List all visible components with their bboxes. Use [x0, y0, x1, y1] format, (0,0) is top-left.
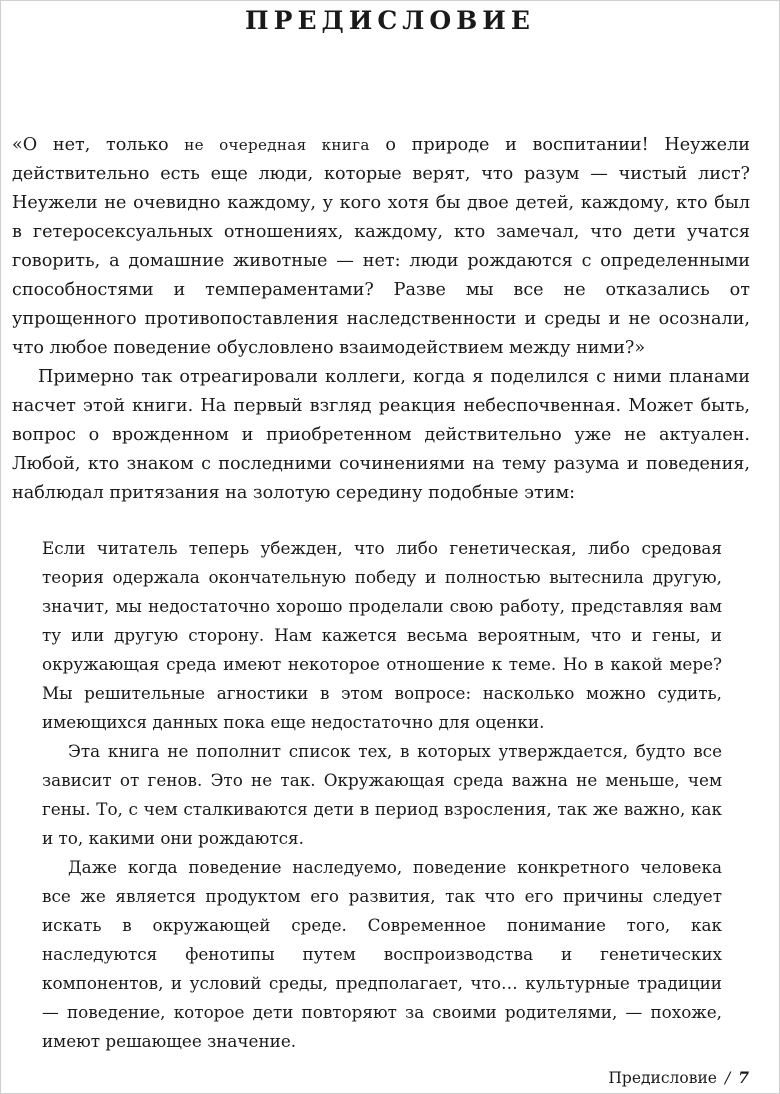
quote-paragraph-2: Эта книга не пополнит список тех, в которых утверждается, будто все зависит от генов. Это не так. Окружающая среда важна не меньше, чем гены. То, с чем сталкиваются дети в период взросления, так же важно, как и то, какими они рождаются. — [42, 741, 722, 848]
intro-rest: о природе и воспитании! Неужели действительно есть еще люди, которые верят, что разум — чистый лист? Неужели не очевидно каждому, у кого хотя бы двое детей, каждому, кто был в гетеросексуальных отношениях, каждому, кто замечал, что дети учатся говорить, а домашние животные — нет: люди рождаются с определенными способностями и темпераментами? Разве мы все не отказались от упрощенного противопоставления наследственности и среды и не осознали, что любое поведение обусловлено взаимодействием между ними?» — [12, 135, 750, 358]
intro-section — [12, 131, 750, 508]
quote-paragraph-3: Даже когда поведение наследуемо, поведение конкретного человека все же является продуктом его развития, так что его причины следует искать в окружающей среде. Современное понимание того, как наследуются фенотипы путем воспроизводства и генетических компонентов, и условий среды, предполагает, что… культурные традиции — поведение, которое дети повторяют за своими родителями, — похоже, имеют решающее значение. — [42, 857, 722, 1051]
paragraph-2: Примерно так отреагировали коллеги, когда я поделился с ними планами насчет этой книги. На первый взгляд реакция небеспочвенная. Может быть, вопрос о врожденном и приобретенном действительно уже не актуален. Любой, кто знаком с последними сочинениями на тему разума и поведения, наблюдал притязания на золотую середину подобные этим: — [12, 367, 750, 503]
running-footer — [608, 1068, 749, 1088]
intro-paragraph — [12, 131, 750, 363]
footer-section: Предисловие — [608, 1069, 717, 1087]
intro-smallcaps: не очередная книга — [184, 136, 370, 154]
block-quote — [42, 534, 722, 1056]
footer-separator: / — [724, 1069, 731, 1087]
page-number: 7 — [738, 1068, 749, 1087]
quote-paragraph-1: Если читатель теперь убежден, что либо генетическая, либо средовая теория одержала окончательную победу и полностью вытеснила другую, значит, мы недостаточно хорошо проделали свою работу, представляя вам ту или другую сторону. Нам кажется весьма вероятным, что и гены, и окружающая среда имеют некоторое отношение к теме. Но в какой мере? Мы решительные агностики в этом вопросе: насколько можно судить, имеющихся данных пока еще недостаточно для оценки. — [42, 538, 722, 732]
intro-open: «О нет, только — [12, 135, 185, 155]
page-title: ПРЕДИСЛОВИЕ — [245, 6, 535, 35]
